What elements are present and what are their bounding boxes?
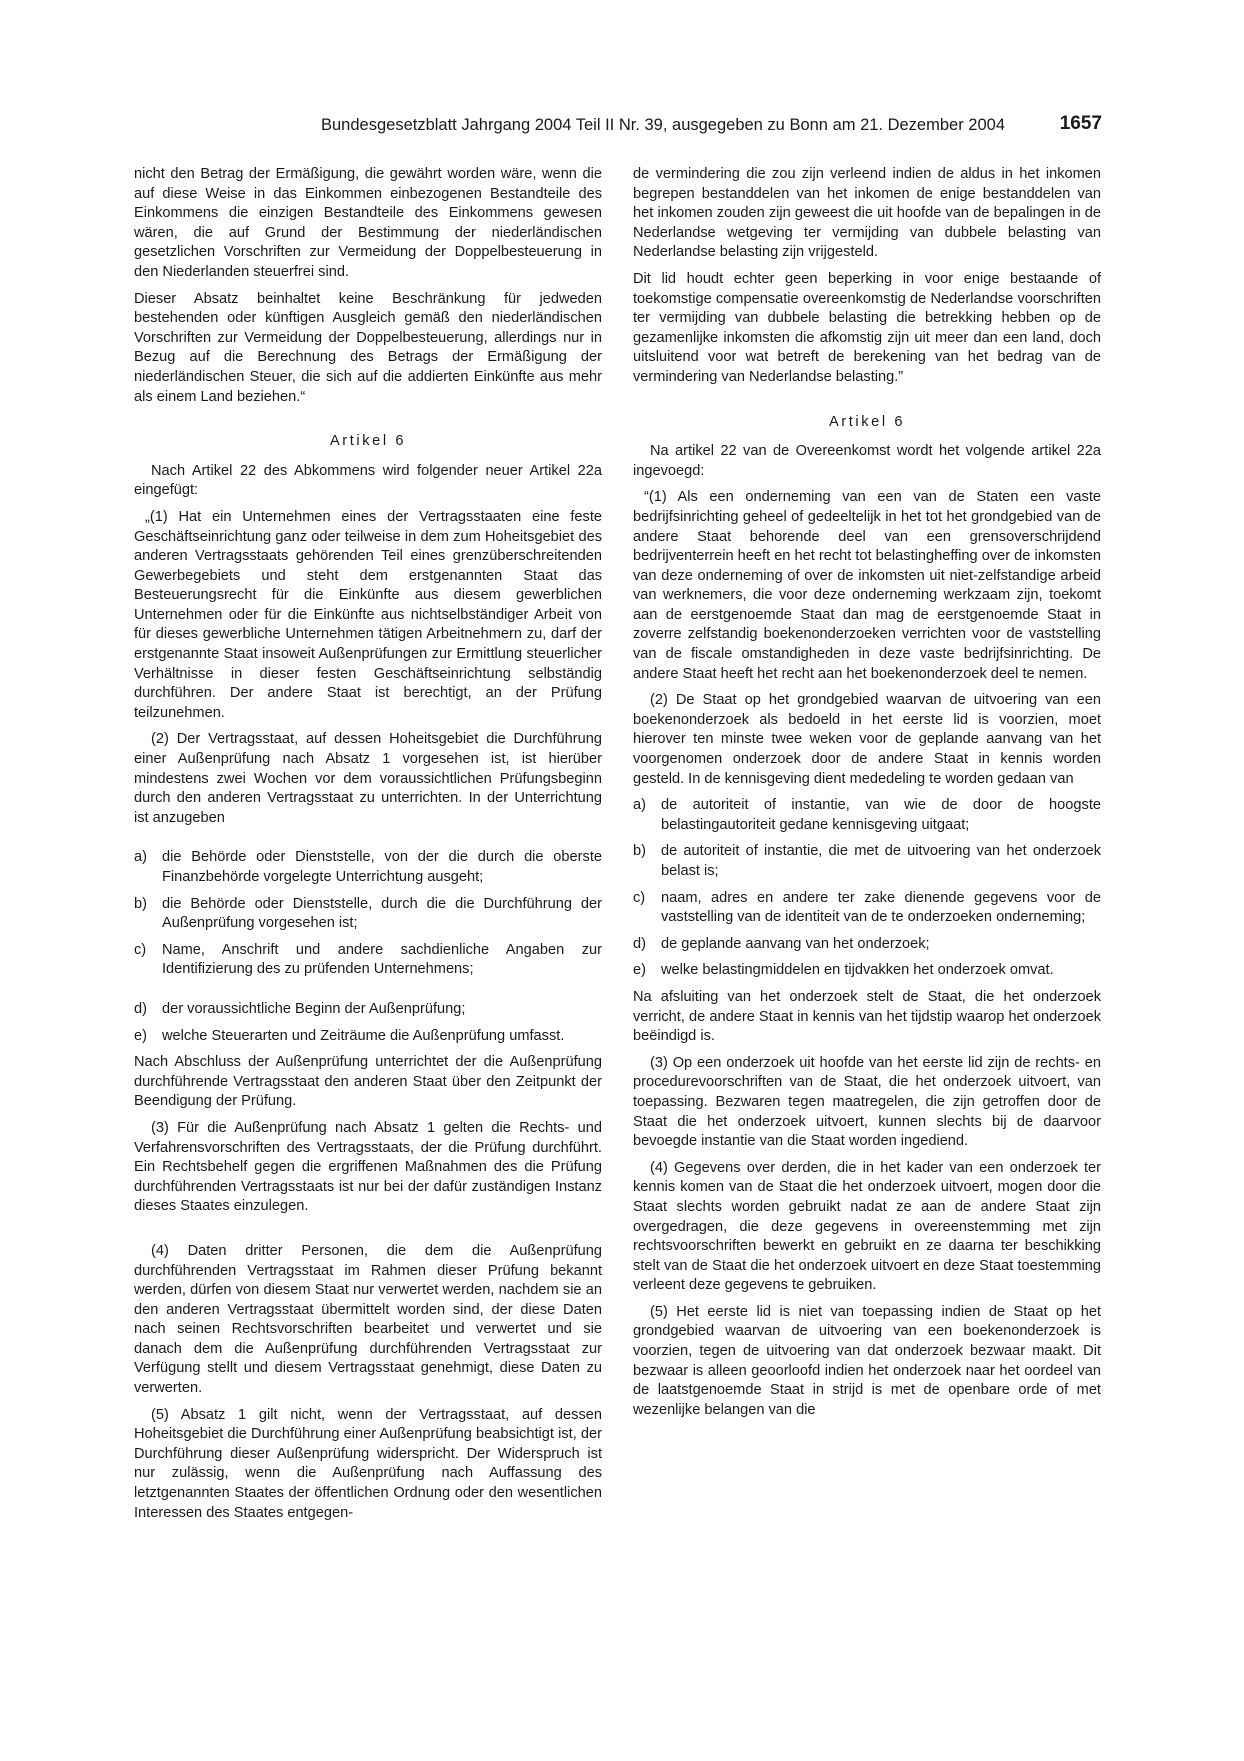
list-item [633,935,1101,955]
german-column [134,165,602,1530]
list-item [134,895,602,934]
paragraph: (4) Daten dritter Personen, die dem die Außenprüfung durchführenden Vertragsstaat im Rahmen dieser Prüfung bekannt werden, dürfen von diesem Staat nur verwertet werden, nachdem sie an den anderen Vertragsstaat übermittelt worden sind, der diese Daten nach seinen Rechtsvorschriften bearbeitet und verwertet und sie danach dem die Außenprüfung durchführenden Vertragsstaat zur Verfügung stellt und diesem Vertragsstaat genehmigt, diese Daten zu verwerten. [134,1242,602,1397]
list-label: c) [633,889,646,906]
list-item [633,796,1101,835]
list-label: c) [134,941,147,958]
list-item [633,842,1101,881]
paragraph: Nach Artikel 22 des Abkommens wird folgender neuer Artikel 22a eingefügt: [134,462,602,499]
list-text: naam, adres en andere ter zake dienende gegevens voor de vaststelling van de identiteit van de te onderzoeken onderneming; [661,889,1101,926]
paragraph: Dit lid houdt echter geen beperking in voor enige bestaande of toekomstige compensatie overeenkomstig de Nederlandse voorschriften ter vermijding van dubbele belasting die betrekking hebben op de gezamenlijke inkomsten die afkomstig zijn uit meer dan een land, doch uitsluitend voor wat betreft de berekening van het bedrag van de vermindering van Nederlandse belasting.” [633,270,1101,385]
article-heading: Artikel 6 [828,413,906,430]
list-item [633,889,1101,928]
paragraph: “(1) Als een onderneming van een van de Staten een vaste bedrijfsinrichting geheel of gedeeltelijk in het tot het grondgebied van de andere Staat behorende deel van een grensoverschrijdend bedrijventerrein heeft en het recht tot belastingheffing over de inkomsten van deze onderneming of over de inkomsten uit niet-zelfstandige arbeid van werknemers, die voor deze onderneming werkzaam zijn, toekomt aan de eerstgenoemde Staat dan mag de eerstgenoemde Staat in zoverre zelfstandig boekenonderzoeken verrichten voor de vaststelling van de fiscale omstandigheden in deze vaste bedrijfsinrichting. De andere Staat heeft het recht aan het boekenonderzoek deel te nemen. [633,489,1101,682]
list-text: de autoriteit of instantie, die met de uitvoering van het onderzoek belast is; [661,843,1101,879]
paragraph: Nach Abschluss der Außenprüfung unterrichtet der die Außenprüfung durchführende Vertragsstaat den anderen Staat über den Zeitpunkt der Beendigung der Prüfung. [134,1054,602,1110]
paragraph: (3) Op een onderzoek uit hoofde van het eerste lid zijn de rechts- en procedurevoorschriften van de Staat, die het onderzoek uitvoert, van toepassing. Bezwaren tegen maatregelen, die zijn getroffen door de Staat die het onderzoek uitvoert, kunnen slechts bij de daarvoor bevoegde instantie van die Staat worden ingediend. [633,1054,1101,1150]
running-title: Bundesgesetzblatt Jahrgang 2004 Teil II Nr. 39, ausgegeben zu Bonn am 21. Dezember 2004 [321,116,1005,134]
list-text: der voraussichtliche Beginn der Außenprüfung; [162,1000,466,1017]
list-text: welche Steuerarten und Zeiträume die Außenprüfung umfasst. [162,1027,565,1044]
paragraph: (4) Gegevens over derden, die in het kader van een onderzoek ter kennis komen van de Staat die het onderzoek uitvoert, mogen door die Staat slechts worden gebruikt nadat ze aan de andere Staat zijn overgedragen, die deze gegevens in overeenstemming met zijn rechtsvoorschriften bewerkt en gebruikt en ze daarna ter beschikking stelt van de Staat die het onderzoek uitvoert en deze Staat toestemming verleent deze gegevens te gebruiken. [633,1159,1101,1294]
list-text: Name, Anschrift und andere sachdienliche Angaben zur Identifizierung des zu prüfenden Unternehmens; [162,941,602,978]
paragraph: (3) Für die Außenprüfung nach Absatz 1 gelten die Rechts- und Verfahrensvorschriften des Vertragsstaats, der die Prüfung durchführt. Ein Rechtsbehelf gegen die ergriffenen Maßnahmen des die Prüfung durchführenden Vertragsstaats ist nur bei der dafür zuständigen Instanz dieses Staates einzulegen. [134,1119,602,1215]
paragraph: Na artikel 22 van de Overeenkomst wordt het volgende artikel 22a ingevoegd: [633,443,1101,479]
list-item [134,941,602,980]
list-item [134,1000,602,1020]
list-item [633,961,1101,981]
paragraph: (5) Absatz 1 gilt nicht, wenn der Vertragsstaat, auf dessen Hoheitsgebiet die Durchführung einer Außenprüfung beabsichtigt ist, der Durchführung dieser Außenprüfung widerspricht. Der Widerspruch ist nur zulässig, wenn die Außenprüfung nach Auffassung des letztgenannten Staates der öffentlichen Ordnung oder den wesentlichen Interessen des Staates entgegen- [134,1406,602,1521]
paragraph: „(1) Hat ein Unternehmen eines der Vertragsstaaten eine feste Geschäftseinrichtung ganz oder teilweise in dem zum Hoheitsgebiet des anderen Vertragsstaats gehörenden Teil eines grenzüberschreitenden Gewerbegebiets und steht dem erstgenannten Staat das Besteuerungsrecht für die Einkünfte aus diesem gewerblichen Unternehmen oder für die Einkünfte aus nichtselbständiger Arbeit von für dieses gewerbliche Unternehmen tätigen Arbeitnehmern zu, darf der erstgenannte Staat insoweit Außenprüfungen zur Ermittlung steuerlicher Verhältnisse in dieser festen Geschäftseinrichtung selbständig durchführen. Der andere Staat ist berechtigt, an der Prüfung teilzunehmen. [134,508,602,721]
list-label: e) [134,1027,147,1044]
dutch-column [633,165,1101,1427]
paragraph: Na afsluiting van het onderzoek stelt de Staat, die het onderzoek verricht, de andere Staat in kennis van het tijdstip waarop het onderzoek beëindigd is. [633,988,1101,1045]
list-item [134,848,602,887]
paragraph: Dieser Absatz beinhaltet keine Beschränkung für jedweden bestehenden oder künftigen Ausgleich gemäß den niederländischen Vorschriften zur Vermeidung der Doppelbesteuerung, allerdings nur in Bezug auf die Berechnung des Betrags der Ermäßigung der niederländischen Steuer, die sich auf die addierten Einkünfte aus mehr als einem Land beziehen.“ [134,290,602,405]
paragraph: (2) Der Vertragsstaat, auf dessen Hoheitsgebiet die Durchführung einer Außenprüfung nach Absatz 1 vorgesehen ist, ist hierüber mindestens zwei Wochen vor dem voraussichtlichen Prüfungsbeginn durch den anderen Vertragsstaat zu unterrichten. In der Unterrichtung ist anzugeben [134,731,602,826]
list-label: d) [134,1000,147,1017]
page-header [134,110,1102,140]
paragraph: (5) Het eerste lid is niet van toepassing indien de Staat op het grondgebied waarvan de uitvoering van een boekenonderzoek is voorzien, tegen de uitvoering van dat onderzoek bezwaar maakt. Dit bezwaar is alleen geoorloofd indien het onderzoek naar het oordeel van de laatstgenoemde Staat in strijd is met de openbare orde of met wezenlijke belangen van die [633,1303,1101,1418]
list-item [134,1027,602,1047]
paragraph: (2) De Staat op het grondgebied waarvan de uitvoering van een boekenonderzoek als bedoeld in het eerste lid is voorzien, moet hierover ten minste twee weken voor de geplande aanvang van het voorgenomen onderzoek door de andere Staat in kennis worden gesteld. In de kennisgeving dient mededeling te worden gedaan van [633,692,1101,787]
list-text: welke belastingmiddelen en tijdvakken het onderzoek omvat. [661,962,1054,979]
article-heading: Artikel 6 [329,433,407,450]
list-text: de geplande aanvang van het onderzoek; [661,935,930,952]
list-text: die Behörde oder Dienststelle, von der die durch die oberste Finanzbehörde vorgelegte Unterrichtung ausgeht; [162,849,602,885]
list-label: b) [134,895,147,912]
list-label: a) [134,849,147,866]
paragraph: de vermindering die zou zijn verleend indien de aldus in het inkomen begrepen bestanddelen van het inkomen de enige bestanddelen van het inkomen zouden zijn geweest die uit hoofde van de bepalingen in de Nederlandse wetgeving ter vermijding van dubbele belasting van Nederlandse belasting zijn vrijgesteld. [633,166,1101,261]
list-text: de autoriteit of instantie, van wie de door de hoogste belastingautoriteit gedane kennisgeving uitgaat; [661,797,1101,833]
list-text: die Behörde oder Dienststelle, durch die die Durchführung der Außenprüfung vorgesehen ist; [162,895,602,932]
paragraph: nicht den Betrag der Ermäßigung, die gewährt worden wäre, wenn die auf diese Weise in das Einkommen einbezogenen Bestandteile des Einkommens die einzigen Bestandteile des Einkommens gewesen wären, die auf Grund der Bestimmung der niederländischen gesetzlichen Vorschriften zur Vermeidung der Doppelbesteuerung in den Niederlanden steuerfrei sind. [134,166,602,280]
list-label: e) [633,962,646,979]
list-label: b) [633,843,646,860]
list-label: d) [633,935,646,952]
list-label: a) [633,797,646,814]
page-number: 1657 [1059,113,1102,134]
